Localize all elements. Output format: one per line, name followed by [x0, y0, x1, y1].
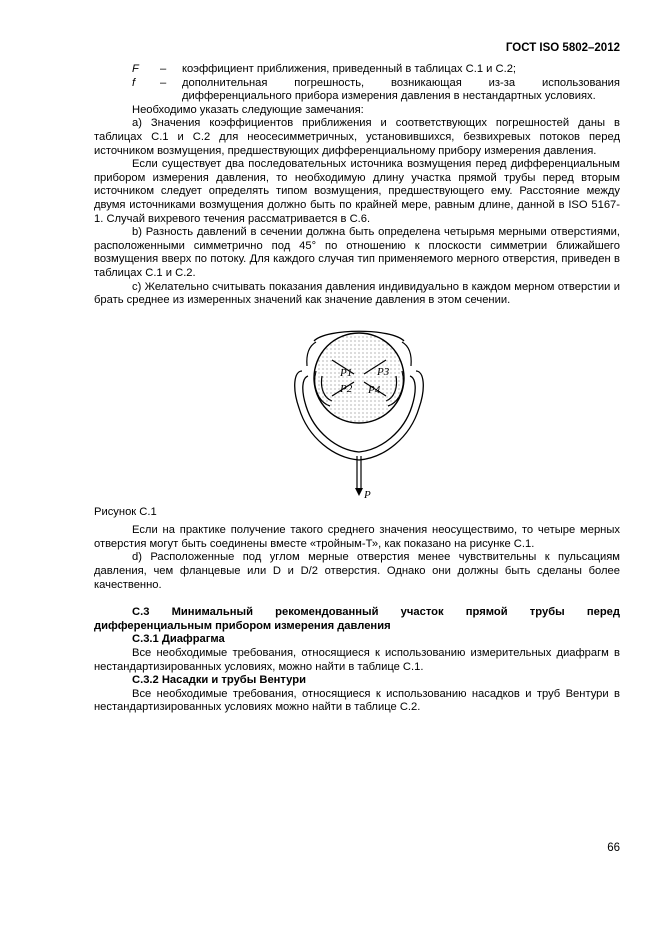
- paragraph: Все необходимые требования, относящиеся к использованию измерительных диафрагм в нестандартизированных условиях, можно найти в таблице С.1.: [94, 647, 620, 673]
- pipe-cross-section: [314, 333, 404, 423]
- right-rim: [402, 342, 411, 366]
- triple-t-diagram: [94, 316, 620, 506]
- label-p2: P2: [340, 382, 353, 395]
- left-rim: [307, 342, 316, 366]
- paragraph: Необходимо указать следующие замечания:: [132, 103, 364, 116]
- definition-text: дополнительная погрешность, возникающая из-за использования дифференциального прибора измерения давления в нестандартных условиях.: [182, 76, 620, 103]
- paragraph: Если на практике получение такого среднего значения неосуществимо, то четыре мерных отверстия могут быть соединены вместе «тройным-Т», как показано на рисунке С.1.: [94, 524, 620, 550]
- definition-dash: –: [160, 63, 167, 75]
- label-p1: P1: [340, 366, 353, 379]
- definition-text: коэффициент приближения, приведенный в таблицах С.1 и С.2;: [182, 63, 517, 75]
- paragraph: Если существует два последовательных источника возмущения перед дифференциальным прибором измерения давления, то необходимую длину участка прямой трубы перед вторым источником следует определять типом возмущения, предшествующего ему. Расстояние между двумя источниками возмущения должно быть по крайней мере, равным длине, данной в ISO 5167-1. Случай вихревого течения рассматривается в С.6.: [94, 158, 620, 225]
- page-content: [94, 63, 620, 715]
- definition-item: [94, 63, 620, 77]
- section-heading: С.3 Минимальный рекомендованный участок прямой трубы перед дифференциальным прибором измерения давления: [94, 606, 620, 632]
- page-number: 66: [607, 842, 620, 854]
- subsection-heading: С.3.2 Насадки и трубы Вентури: [132, 674, 306, 687]
- definition-symbol: f: [132, 76, 136, 89]
- subsection-heading: С.3.1 Диафрагма: [132, 633, 225, 646]
- outlet-arrow: [355, 488, 363, 496]
- definition-dash: –: [160, 76, 167, 89]
- paragraph: с) Желательно считывать показания давления индивидуально в каждом мерном отверстии и брать среднее из измеренных значений как значение давления в этом сечении.: [94, 280, 620, 307]
- definition-symbol: F: [132, 63, 139, 75]
- label-p: P: [364, 488, 371, 501]
- paragraph: d) Расположенные под углом мерные отверстия менее чувствительны к пульсациям давления, чем фланцевые или D и D/2 отверстия. Однако они должны быть сделаны более качественно.: [94, 551, 620, 591]
- label-p4: P4: [368, 383, 381, 396]
- paragraph: а) Значения коэффициентов приближения и соответствующих погрешностей даны в таблицах С.1 и С.2 для неосесимметричных, установившихся, безвихревых потоков перед источником возмущения, предшествующих дифференциальному прибору измерения давления.: [94, 117, 620, 157]
- standard-header: ГОСТ ISO 5802–2012: [505, 42, 620, 54]
- definition-item: [94, 77, 620, 104]
- paragraph: Все необходимые требования, относящиеся к использованию насадков и труб Вентури в нестандартизированных условиях можно найти в таблице С.2.: [94, 687, 620, 714]
- paragraph: b) Разность давлений в сечении должна быть определена четырьмя мерными отверстиями, расположенными симметрично под 45° по отношению к плоскости симметрии ближайшего возмущения вверх по потоку. Для каждого случая тип применяемого мерного отверстия, приведен в таблицах С.1 и С.2.: [94, 226, 620, 279]
- figure-caption: Рисунок С.1: [94, 505, 157, 518]
- label-p3: P3: [377, 365, 390, 378]
- figure-c1: [94, 316, 620, 506]
